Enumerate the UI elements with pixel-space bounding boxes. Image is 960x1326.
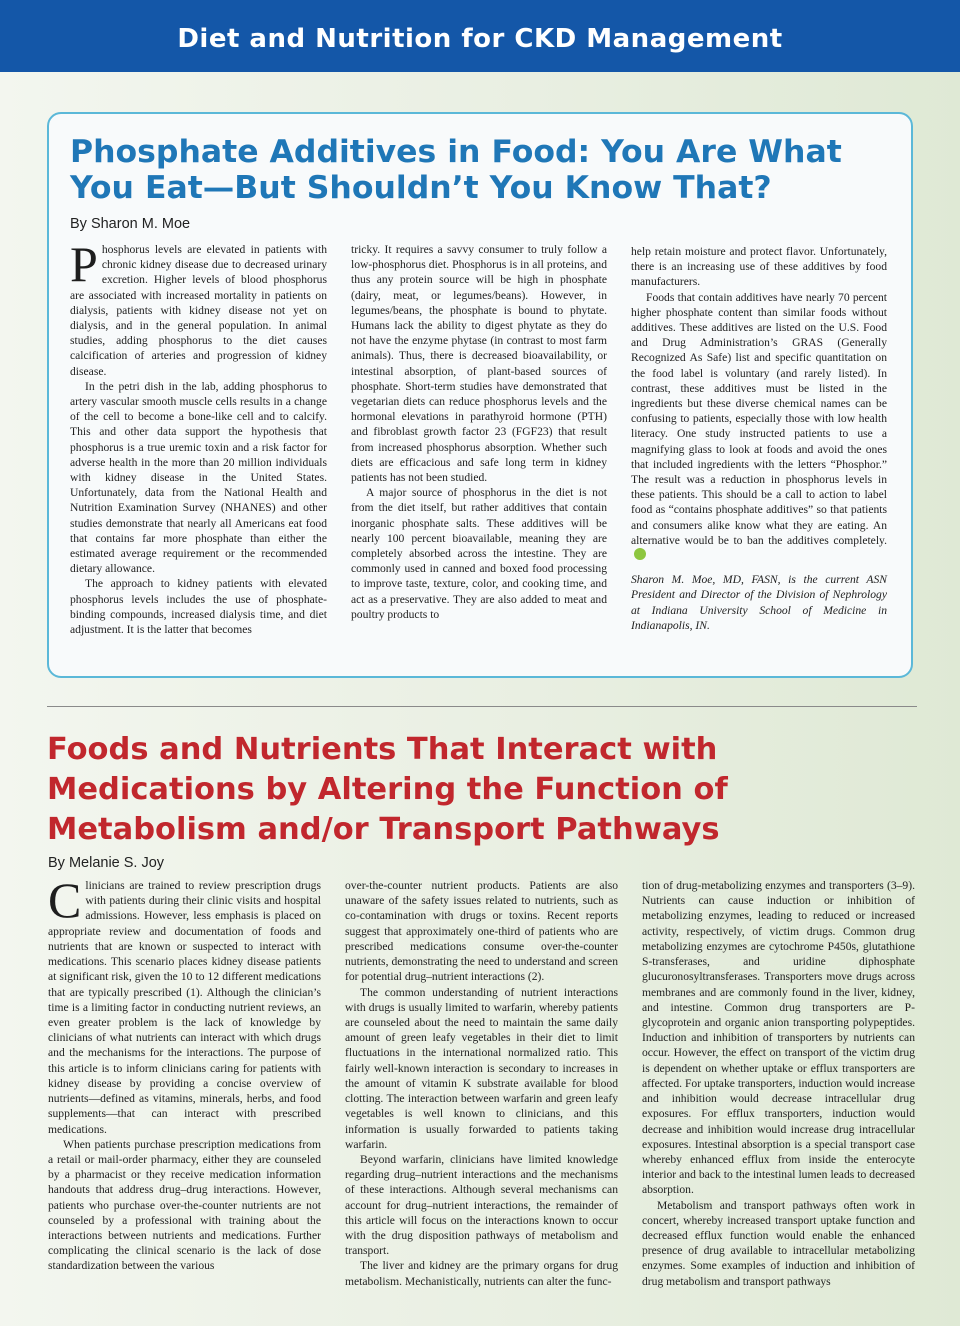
article-column-2 <box>351 242 607 622</box>
article-byline: By Sharon M. Moe <box>70 216 191 232</box>
article-title: Phosphate Additives in Food: You Are What You Eat—But Shouldn’t You Know That? <box>70 134 842 206</box>
paragraph: Metabolism and transport pathways often work in concert, whereby increased transport uptake function and decreased efflux function would enable the enhanced presence of drug available to intracellular metabolizing enzymes. Some examples of induction and inhibition of drug metabolism and transport pathways <box>642 1198 915 1288</box>
paragraph: over-the-counter nutrient products. Patients are also unaware of the safety issues related to nutrients, such as co-contamination with drugs or toxins. Recent reports suggest that approximately one-third of patients who are prescribed medications consume over-the-counter nutrients, demonstrating the need to understand and screen for potential drug–nutrient interactions (2). <box>345 879 618 984</box>
paragraph: tion of drug-metabolizing enzymes and transporters (3–9). Nutrients can cause induction or inhibition of metabolizing enzymes, leading to reduced or increased activity, respectively, of victim drugs. Common drug metabolizing enzymes are cytochrome P450s, glutathione S-transferases, and uridine diphosphate glucuronosyltransferases. Transporters move drugs across membranes and are commonly found in the liver, kidney, and intestine. Common drug transporters are P-glycoprotein and organic anion transporting polypeptides. Induction and inhibition of transporters by nutrients can occur. However, the effect on transport of the victim drug is dependent on whether uptake or efflux transporters are affected. For uptake transporters, induction would increase and inhibition would decrease intracellular drug exposures. For efflux transporters, induction would decrease and inhibition would increase drug intracellular exposures. Intestinal absorption is a special transport case whereby enhanced efflux from inside the enterocyte interior and back to the intestinal lumen leads to decreased absorption. <box>642 879 915 1197</box>
paragraph: Foods that contain additives have nearly 70 percent higher phosphate content than similar foods without additives. These additives are listed on the U.S. Food and Drug Administration’s GRAS (Generally Recognized As Safe) list and specific quantitation on the food label is voluntary (and rarely listed). In contrast, these additives must be listed in the ingredients but these diverse chemical names can be confusing to patients, especially those with low health literacy. One study instructed patients to use a magnifying glass to look at foods and avoid the ones that included ingredients with the letters “Phosphor.” The result was a reduction in phosphorus levels in these patients. This should be a call to action to label food as “contains phosphate additives” so that patients and consumers alike know what they are eating. An alternative would be to ban the additives completely. <box>631 290 887 564</box>
paragraph: help retain moisture and protect flavor. Unfortunately, there is an increasing use of these additives by food manufacturers. <box>631 245 887 289</box>
section-banner: Diet and Nutrition for CKD Management <box>0 0 960 72</box>
article-byline: By Melanie S. Joy <box>48 855 165 871</box>
paragraph: Clinicians are trained to review prescription drugs with patients during their clinic visits and hospital admissions. However, less emphasis is placed on appropriate review and documentation of foods and nutrients that are known or suspected to interact with medications. This scenario places kidney disease patients at significant risk, given the 10 to 12 different medications that are typically prescribed (1). Although the clinician’s time is a limiting factor in conducting nutrient reviews, an even greater problem is the lack of knowledge by clinicians of what nutrients can interact with which drugs and the mechanisms for the interactions. The purpose of this article is to inform clinicians caring for patients with kidney disease by providing a concise overview of nutrients—defined as vitamins, minerals, herbs, and food supplements—that can interact with prescribed medications. <box>48 872 321 1136</box>
article-column-3 <box>631 244 887 633</box>
paragraph: The liver and kidney are the primary organs for drug metabolism. Mechanistically, nutrients can alter the func- <box>345 1259 618 1288</box>
drop-cap: P <box>70 236 98 292</box>
article-title: Foods and Nutrients That Interact with Medications by Altering the Function of Metabolism and/or Transport Pathways <box>47 732 728 847</box>
paragraph: Phosphorus levels are elevated in patients with chronic kidney disease due to decreased urinary excretion. Higher levels of blood phosphorus are associated with increased mortality in patients on dialysis, patients with kidney disease not yet on dialysis, and in the general population. In animal studies, adding phosphorus to the diet causes calcification of arteries and progression of kidney disease. <box>70 236 327 378</box>
paragraph: Beyond warfarin, clinicians have limited knowledge regarding drug–nutrient interactions and the mechanisms of these interactions. Although several mechanisms can account for drug–nutrient interactions, the remainder of this article will focus on the interactions known to occur with the drug disposition pathways of metabolism and transport. <box>345 1152 618 1258</box>
paragraph: tricky. It requires a savvy consumer to truly follow a low-phosphorus diet. Phosphorus is in all proteins, and thus any protein source will be high in phosphate (dairy, meat, or legumes/beans). However, in legumes/beans, the phosphate is bound to phytate. Humans lack the ability to digest phytate as they do not have the enzyme phytase (in contrast to most farm animals). Thus, there is decreased bioavailability, or intestinal absorption, of plant-based sources of phosphate. Short-term studies have demonstrated that vegetarian diets can reduce phosphorus levels and the hormonal elevations in parathyroid hormone (PTH) and fibroblast growth factor 23 (FGF23) that result from increased phosphorus absorption. Whether such diets are efficacious and safe long term in kidney patients has not been studied. <box>351 243 607 485</box>
article-column-1 <box>48 872 321 1274</box>
paragraph: A major source of phosphorus in the diet is not from the diet itself, but rather additives that contain inorganic phosphate salts. These additives will be nearly 100 percent bioavailable, meaning they are completely absorbed across the intestine. They are commonly used in canned and boxed food processing to improve taste, texture, color, and cooking time, and act as a preservative. They are also added to meat and poultry products to <box>351 486 607 621</box>
paragraph: The approach to kidney patients with elevated phosphorus levels includes the use of phosphate-binding compounds, increased dialysis time, and diet adjustment. It is the latter that becomes <box>70 577 327 637</box>
drop-cap: C <box>48 872 82 928</box>
paragraph: When patients purchase prescription medications from a retail or mail-order pharmacy, either they are counseled by a pharmacist or they receive medication information handouts that address drug–drug interactions. However, patients who purchase over-the-counter nutrients are not counseled by a professional with training about the interactions between nutrients and medications. Further complicating the clinical scenario is the lack of dose standardization between the various <box>48 1137 321 1273</box>
section-divider <box>47 706 917 707</box>
article-column-1 <box>70 236 327 637</box>
article-column-3 <box>642 878 915 1289</box>
end-mark-icon <box>634 548 646 560</box>
paragraph: The common understanding of nutrient interactions with drugs is usually limited to warfarin, whereby patients are counseled about the need to maintain the same daily amount of green leafy vegetables in their diet to limit fluctuations in the international normalized ratio. This fairly well-known interaction is secondary to increases in the amount of vitamin K substrate available for blood clotting. The interaction between warfarin and green leafy vegetables is well known to clinicians, and this information is usually forwarded to patients taking warfarin. <box>345 985 618 1151</box>
paragraph: In the petri dish in the lab, adding phosphorus to artery vascular smooth muscle cells results in a change of the cell to become a bone-like cell and to calcify. This and other data support the hypothesis that phosphorus is a true uremic toxin and a risk factor for adverse health in the more than 20 million individuals with kidney disease in the United States. Unfortunately, data from the National Health and Nutrition Examination Survey (NHANES) and other studies demonstrate that nearly all Americans eat food that contains far more phosphate than either the estimated average requirement or the recommended dietary allowance. <box>70 379 327 576</box>
author-bio: Sharon M. Moe, MD, FASN, is the current ASN President and Director of the Division of Nephrology at Indiana University School of Medicine in Indianapolis, IN. <box>631 573 887 632</box>
article-column-2 <box>345 878 618 1289</box>
